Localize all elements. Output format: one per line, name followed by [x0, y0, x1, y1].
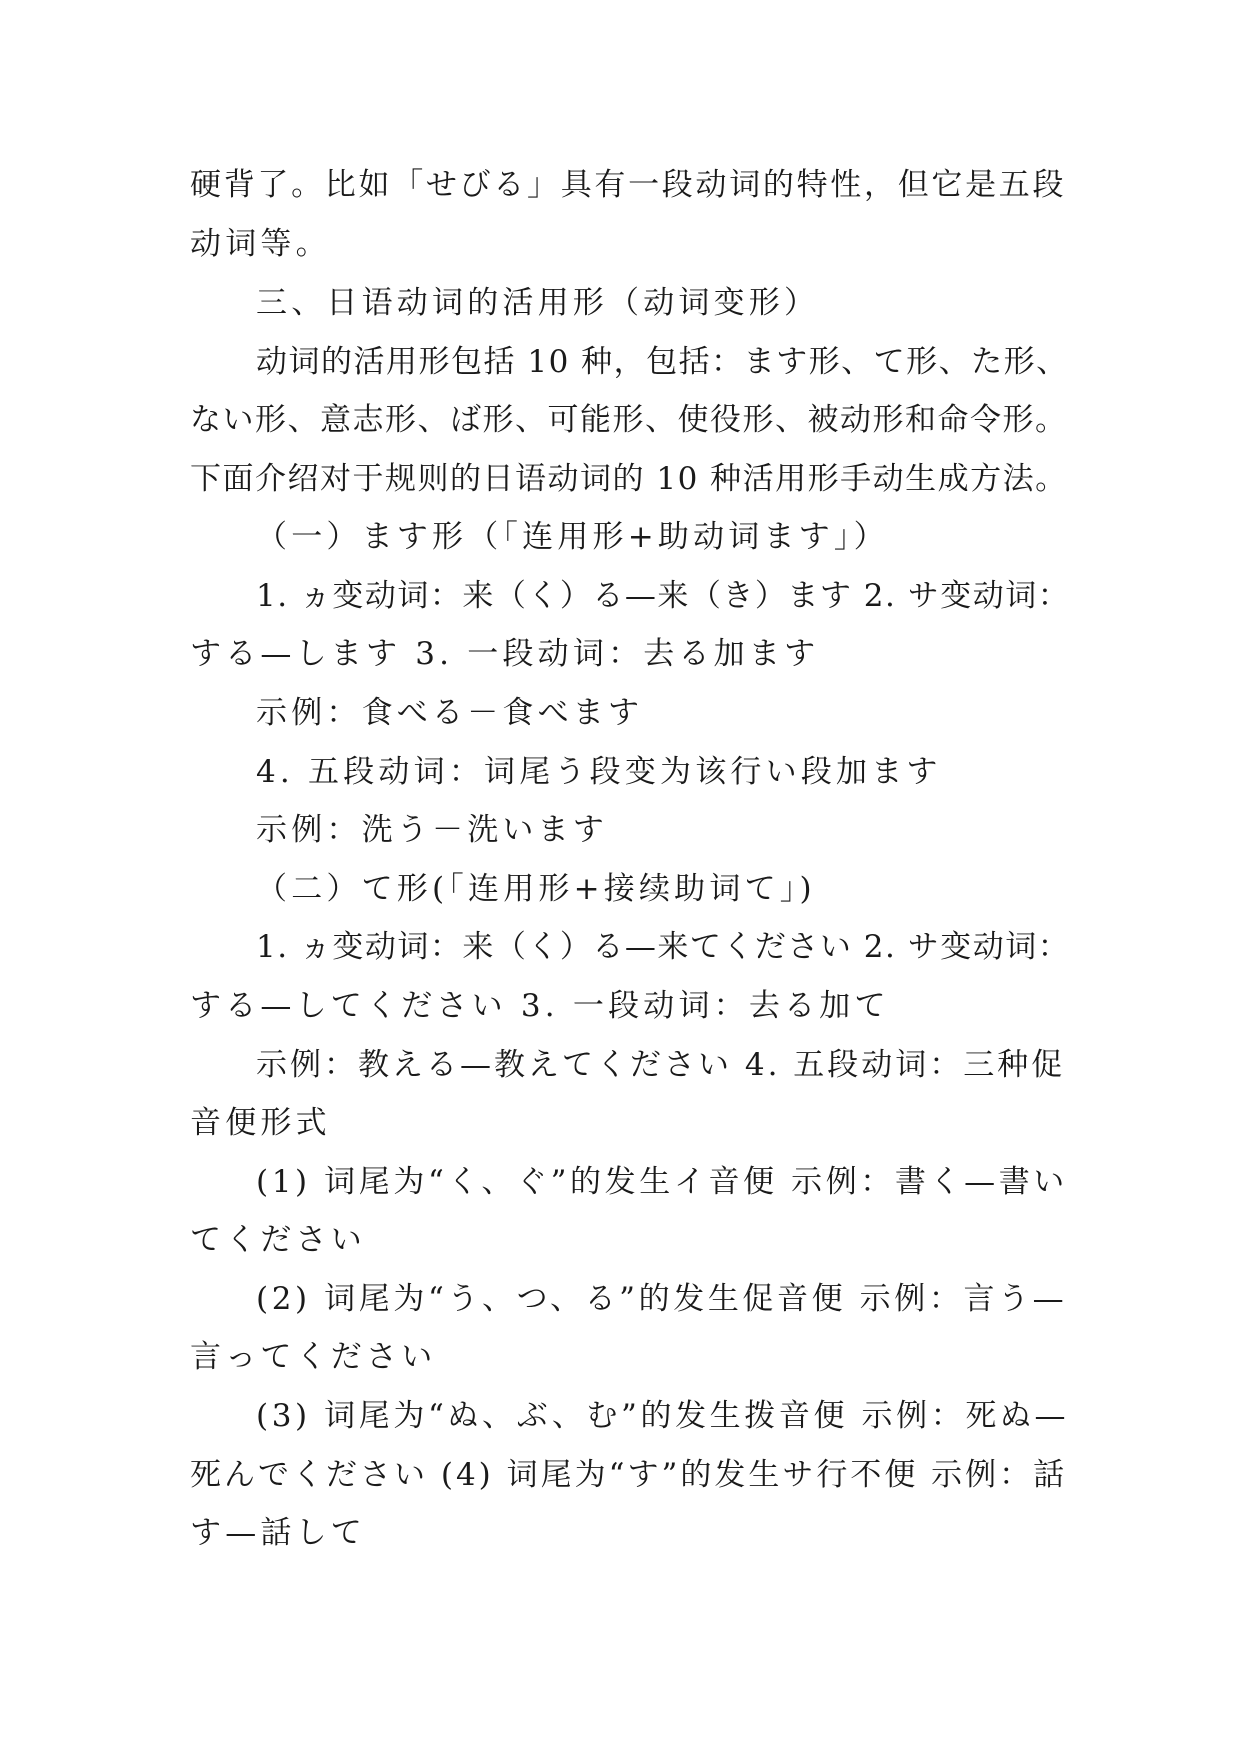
paragraph-line: 动词等。 [190, 226, 331, 262]
example-line: 示例：教える—教えてください 4. 五段动词：三种促 [256, 1047, 1066, 1083]
example-line: 示例：食べる－食べます [256, 695, 644, 731]
paragraph-line: 动词的活用形包括 10 种，包括：ます形、て形、た形、 [256, 344, 1069, 380]
paragraph-line: 1. ヵ变动词：来（く）る—来てください 2. サ变动词： [256, 929, 1071, 965]
paragraph-line: 下面介绍对于规则的日语动词的 10 种活用形手动生成方法。 [190, 461, 1068, 497]
paragraph-line: する—します 3. 一段动词：去る加ます [190, 636, 820, 672]
subsection-heading: （二）て形(「连用形+接续助词て」) [256, 871, 816, 907]
paragraph-line: 硬背了。比如「せびる」具有一段动词的特性，但它是五段 [190, 167, 1067, 203]
section-heading: 三、日语动词的活用形（动词变形） [256, 285, 820, 321]
list-item-line: (2) 词尾为“う、つ、る”的发生促音便 示例：言う— [256, 1281, 1068, 1317]
paragraph-line: 1. ヵ变动词：来（く）る—来（き）ます 2. サ变动词： [256, 578, 1071, 614]
paragraph-line: てください [190, 1222, 366, 1258]
paragraph-line: する—してください 3. 一段动词：去る加て [190, 988, 890, 1024]
example-line: 示例：洗う－洗います [256, 812, 608, 848]
paragraph-line: 死んでください (4) 词尾为“す”的发生サ行不便 示例：話 [190, 1457, 1068, 1493]
paragraph-line: す—話して [190, 1515, 366, 1551]
list-item-line: (3) 词尾为“ぬ、ぶ、む”的发生拨音便 示例：死ぬ— [256, 1398, 1070, 1434]
paragraph-line: 4. 五段动词：词尾う段变为该行い段加ます [256, 754, 942, 790]
list-item-line: (1) 词尾为“く、ぐ”的发生イ音便 示例：書く—書い [256, 1164, 1068, 1200]
paragraph-line: ない形、意志形、ば形、可能形、使役形、被动形和命令形。 [190, 402, 1068, 438]
paragraph-line: 音便形式 [190, 1105, 331, 1141]
paragraph-line: 言ってください [190, 1339, 437, 1375]
subsection-heading: （一）ます形（「连用形+助动词ます」） [256, 519, 889, 555]
